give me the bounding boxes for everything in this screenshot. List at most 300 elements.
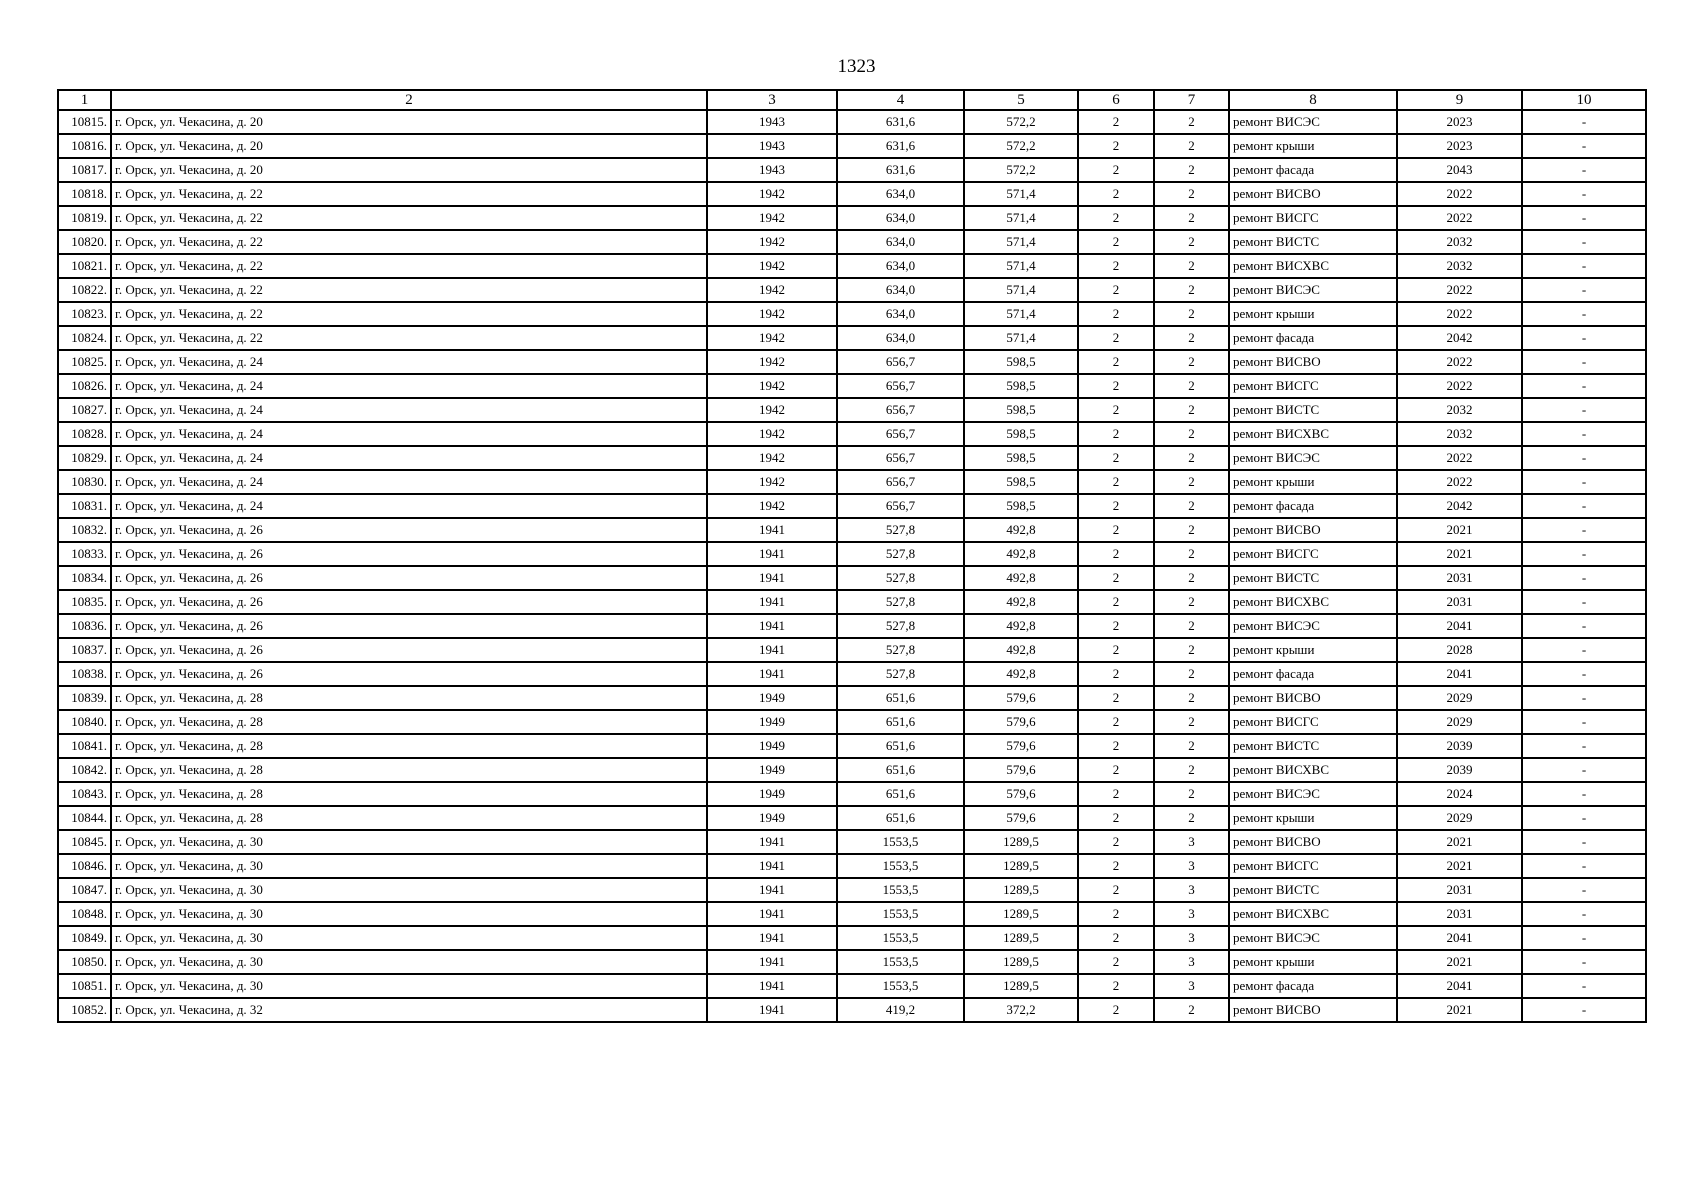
entrances-cell: 2 (1154, 806, 1229, 830)
planned-year-cell: 2032 (1397, 254, 1522, 278)
work-type-cell: ремонт крыши (1229, 950, 1397, 974)
year-cell: 1941 (707, 566, 837, 590)
entrances-cell: 3 (1154, 926, 1229, 950)
planned-year-cell: 2031 (1397, 566, 1522, 590)
work-type-cell: ремонт ВИСЭС (1229, 110, 1397, 134)
area-living-cell: 492,8 (964, 590, 1078, 614)
entrances-cell: 2 (1154, 710, 1229, 734)
area-total-cell: 651,6 (837, 710, 964, 734)
column-header: 1 (58, 90, 111, 110)
work-type-cell: ремонт ВИСЭС (1229, 278, 1397, 302)
floors-cell: 2 (1078, 110, 1154, 134)
area-total-cell: 651,6 (837, 734, 964, 758)
column-header: 3 (707, 90, 837, 110)
entrances-cell: 2 (1154, 614, 1229, 638)
table-row (58, 230, 1646, 254)
year-cell: 1943 (707, 158, 837, 182)
floors-cell: 2 (1078, 734, 1154, 758)
planned-year-cell: 2022 (1397, 182, 1522, 206)
table-row (58, 542, 1646, 566)
floors-cell: 2 (1078, 182, 1154, 206)
floors-cell: 2 (1078, 590, 1154, 614)
entrances-cell: 2 (1154, 230, 1229, 254)
year-cell: 1941 (707, 638, 837, 662)
year-cell: 1941 (707, 614, 837, 638)
row-number-cell: 10829. (58, 446, 111, 470)
table-row (58, 782, 1646, 806)
work-type-cell: ремонт ВИСВО (1229, 686, 1397, 710)
column-header: 7 (1154, 90, 1229, 110)
row-number-cell: 10826. (58, 374, 111, 398)
row-number-cell: 10849. (58, 926, 111, 950)
row-number-cell: 10834. (58, 566, 111, 590)
row-number-cell: 10815. (58, 110, 111, 134)
work-type-cell: ремонт фасада (1229, 974, 1397, 998)
address-cell: г. Орск, ул. Чекасина, д. 22 (111, 206, 707, 230)
planned-year-cell: 2023 (1397, 110, 1522, 134)
area-total-cell: 527,8 (837, 662, 964, 686)
year-cell: 1941 (707, 518, 837, 542)
work-type-cell: ремонт ВИСТС (1229, 734, 1397, 758)
address-cell: г. Орск, ул. Чекасина, д. 24 (111, 470, 707, 494)
note-cell: - (1522, 974, 1646, 998)
table-row (58, 374, 1646, 398)
area-living-cell: 572,2 (964, 110, 1078, 134)
row-number-cell: 10835. (58, 590, 111, 614)
address-cell: г. Орск, ул. Чекасина, д. 20 (111, 134, 707, 158)
year-cell: 1941 (707, 998, 837, 1022)
floors-cell: 2 (1078, 974, 1154, 998)
planned-year-cell: 2031 (1397, 878, 1522, 902)
work-type-cell: ремонт ВИСГС (1229, 710, 1397, 734)
note-cell: - (1522, 134, 1646, 158)
entrances-cell: 3 (1154, 830, 1229, 854)
year-cell: 1949 (707, 806, 837, 830)
work-type-cell: ремонт ВИСХВС (1229, 590, 1397, 614)
table-row (58, 470, 1646, 494)
note-cell: - (1522, 902, 1646, 926)
area-living-cell: 1289,5 (964, 974, 1078, 998)
floors-cell: 2 (1078, 254, 1154, 278)
floors-cell: 2 (1078, 758, 1154, 782)
address-cell: г. Орск, ул. Чекасина, д. 22 (111, 326, 707, 350)
year-cell: 1942 (707, 446, 837, 470)
address-cell: г. Орск, ул. Чекасина, д. 26 (111, 566, 707, 590)
floors-cell: 2 (1078, 350, 1154, 374)
address-cell: г. Орск, ул. Чекасина, д. 26 (111, 662, 707, 686)
area-living-cell: 492,8 (964, 662, 1078, 686)
row-number-cell: 10841. (58, 734, 111, 758)
entrances-cell: 2 (1154, 278, 1229, 302)
planned-year-cell: 2023 (1397, 134, 1522, 158)
work-type-cell: ремонт ВИСТС (1229, 230, 1397, 254)
work-type-cell: ремонт ВИСВО (1229, 830, 1397, 854)
table-row (58, 806, 1646, 830)
floors-cell: 2 (1078, 302, 1154, 326)
entrances-cell: 2 (1154, 326, 1229, 350)
planned-year-cell: 2021 (1397, 830, 1522, 854)
note-cell: - (1522, 590, 1646, 614)
column-header: 6 (1078, 90, 1154, 110)
table-row (58, 326, 1646, 350)
entrances-cell: 2 (1154, 686, 1229, 710)
planned-year-cell: 2022 (1397, 374, 1522, 398)
table-row (58, 398, 1646, 422)
note-cell: - (1522, 158, 1646, 182)
floors-cell: 2 (1078, 902, 1154, 926)
address-cell: г. Орск, ул. Чекасина, д. 30 (111, 854, 707, 878)
work-type-cell: ремонт фасада (1229, 326, 1397, 350)
area-total-cell: 651,6 (837, 806, 964, 830)
row-number-cell: 10837. (58, 638, 111, 662)
address-cell: г. Орск, ул. Чекасина, д. 24 (111, 494, 707, 518)
floors-cell: 2 (1078, 854, 1154, 878)
note-cell: - (1522, 230, 1646, 254)
table-row (58, 998, 1646, 1022)
area-living-cell: 598,5 (964, 494, 1078, 518)
address-cell: г. Орск, ул. Чекасина, д. 24 (111, 350, 707, 374)
table-body (58, 110, 1646, 1022)
row-number-cell: 10825. (58, 350, 111, 374)
note-cell: - (1522, 278, 1646, 302)
floors-cell: 2 (1078, 782, 1154, 806)
address-cell: г. Орск, ул. Чекасина, д. 20 (111, 110, 707, 134)
area-total-cell: 651,6 (837, 758, 964, 782)
area-total-cell: 634,0 (837, 230, 964, 254)
address-cell: г. Орск, ул. Чекасина, д. 22 (111, 230, 707, 254)
planned-year-cell: 2042 (1397, 494, 1522, 518)
year-cell: 1942 (707, 422, 837, 446)
floors-cell: 2 (1078, 518, 1154, 542)
column-header: 4 (837, 90, 964, 110)
work-type-cell: ремонт ВИСЭС (1229, 782, 1397, 806)
entrances-cell: 2 (1154, 662, 1229, 686)
work-type-cell: ремонт фасада (1229, 662, 1397, 686)
table-row (58, 902, 1646, 926)
row-number-cell: 10827. (58, 398, 111, 422)
work-type-cell: ремонт ВИСВО (1229, 350, 1397, 374)
planned-year-cell: 2022 (1397, 446, 1522, 470)
year-cell: 1949 (707, 758, 837, 782)
area-total-cell: 631,6 (837, 110, 964, 134)
area-living-cell: 571,4 (964, 278, 1078, 302)
row-number-cell: 10830. (58, 470, 111, 494)
area-total-cell: 1553,5 (837, 830, 964, 854)
work-type-cell: ремонт ВИСХВС (1229, 902, 1397, 926)
address-cell: г. Орск, ул. Чекасина, д. 26 (111, 590, 707, 614)
year-cell: 1941 (707, 854, 837, 878)
year-cell: 1941 (707, 830, 837, 854)
address-cell: г. Орск, ул. Чекасина, д. 22 (111, 302, 707, 326)
work-type-cell: ремонт ВИСЭС (1229, 446, 1397, 470)
work-type-cell: ремонт фасада (1229, 494, 1397, 518)
row-number-cell: 10823. (58, 302, 111, 326)
entrances-cell: 2 (1154, 494, 1229, 518)
area-living-cell: 1289,5 (964, 926, 1078, 950)
address-cell: г. Орск, ул. Чекасина, д. 24 (111, 422, 707, 446)
note-cell: - (1522, 926, 1646, 950)
entrances-cell: 2 (1154, 734, 1229, 758)
table-row (58, 878, 1646, 902)
entrances-cell: 3 (1154, 950, 1229, 974)
table-row (58, 710, 1646, 734)
entrances-cell: 2 (1154, 134, 1229, 158)
note-cell: - (1522, 470, 1646, 494)
area-total-cell: 651,6 (837, 686, 964, 710)
table-row (58, 134, 1646, 158)
row-number-cell: 10832. (58, 518, 111, 542)
year-cell: 1943 (707, 134, 837, 158)
work-type-cell: ремонт крыши (1229, 134, 1397, 158)
entrances-cell: 2 (1154, 638, 1229, 662)
planned-year-cell: 2029 (1397, 686, 1522, 710)
floors-cell: 2 (1078, 446, 1154, 470)
area-living-cell: 572,2 (964, 134, 1078, 158)
planned-year-cell: 2032 (1397, 422, 1522, 446)
area-living-cell: 598,5 (964, 422, 1078, 446)
floors-cell: 2 (1078, 134, 1154, 158)
year-cell: 1941 (707, 974, 837, 998)
address-cell: г. Орск, ул. Чекасина, д. 30 (111, 902, 707, 926)
note-cell: - (1522, 998, 1646, 1022)
floors-cell: 2 (1078, 662, 1154, 686)
page-number: 1323 (837, 56, 876, 77)
year-cell: 1942 (707, 206, 837, 230)
row-number-cell: 10836. (58, 614, 111, 638)
planned-year-cell: 2039 (1397, 758, 1522, 782)
entrances-cell: 2 (1154, 302, 1229, 326)
table-row (58, 590, 1646, 614)
address-cell: г. Орск, ул. Чекасина, д. 26 (111, 638, 707, 662)
table-row (58, 758, 1646, 782)
year-cell: 1949 (707, 782, 837, 806)
planned-year-cell: 2022 (1397, 302, 1522, 326)
note-cell: - (1522, 950, 1646, 974)
table-row (58, 566, 1646, 590)
planned-year-cell: 2022 (1397, 278, 1522, 302)
planned-year-cell: 2032 (1397, 398, 1522, 422)
note-cell: - (1522, 734, 1646, 758)
area-living-cell: 579,6 (964, 806, 1078, 830)
entrances-cell: 2 (1154, 782, 1229, 806)
work-type-cell: ремонт ВИСТС (1229, 878, 1397, 902)
year-cell: 1942 (707, 326, 837, 350)
note-cell: - (1522, 686, 1646, 710)
floors-cell: 2 (1078, 830, 1154, 854)
planned-year-cell: 2041 (1397, 974, 1522, 998)
column-header: 9 (1397, 90, 1522, 110)
floors-cell: 2 (1078, 542, 1154, 566)
entrances-cell: 3 (1154, 902, 1229, 926)
row-number-cell: 10852. (58, 998, 111, 1022)
planned-year-cell: 2031 (1397, 590, 1522, 614)
planned-year-cell: 2022 (1397, 350, 1522, 374)
column-header: 10 (1522, 90, 1646, 110)
area-total-cell: 656,7 (837, 422, 964, 446)
address-cell: г. Орск, ул. Чекасина, д. 30 (111, 878, 707, 902)
table-row (58, 254, 1646, 278)
planned-year-cell: 2022 (1397, 470, 1522, 494)
year-cell: 1949 (707, 710, 837, 734)
note-cell: - (1522, 326, 1646, 350)
row-number-cell: 10822. (58, 278, 111, 302)
address-cell: г. Орск, ул. Чекасина, д. 28 (111, 734, 707, 758)
area-total-cell: 527,8 (837, 542, 964, 566)
address-cell: г. Орск, ул. Чекасина, д. 22 (111, 254, 707, 278)
year-cell: 1942 (707, 398, 837, 422)
note-cell: - (1522, 830, 1646, 854)
note-cell: - (1522, 542, 1646, 566)
area-living-cell: 579,6 (964, 758, 1078, 782)
work-type-cell: ремонт ВИСВО (1229, 518, 1397, 542)
table-row (58, 614, 1646, 638)
area-total-cell: 631,6 (837, 134, 964, 158)
address-cell: г. Орск, ул. Чекасина, д. 32 (111, 998, 707, 1022)
year-cell: 1941 (707, 950, 837, 974)
planned-year-cell: 2029 (1397, 710, 1522, 734)
floors-cell: 2 (1078, 326, 1154, 350)
address-cell: г. Орск, ул. Чекасина, д. 28 (111, 686, 707, 710)
address-cell: г. Орск, ул. Чекасина, д. 30 (111, 950, 707, 974)
area-living-cell: 571,4 (964, 206, 1078, 230)
area-living-cell: 598,5 (964, 470, 1078, 494)
planned-year-cell: 2021 (1397, 542, 1522, 566)
year-cell: 1942 (707, 254, 837, 278)
area-total-cell: 1553,5 (837, 926, 964, 950)
work-type-cell: ремонт ВИСВО (1229, 182, 1397, 206)
row-number-cell: 10821. (58, 254, 111, 278)
year-cell: 1941 (707, 902, 837, 926)
floors-cell: 2 (1078, 230, 1154, 254)
area-total-cell: 634,0 (837, 278, 964, 302)
area-living-cell: 1289,5 (964, 878, 1078, 902)
note-cell: - (1522, 614, 1646, 638)
area-total-cell: 656,7 (837, 350, 964, 374)
floors-cell: 2 (1078, 998, 1154, 1022)
area-total-cell: 634,0 (837, 206, 964, 230)
year-cell: 1949 (707, 686, 837, 710)
register-table (57, 89, 1647, 1023)
address-cell: г. Орск, ул. Чекасина, д. 28 (111, 806, 707, 830)
planned-year-cell: 2021 (1397, 518, 1522, 542)
floors-cell: 2 (1078, 878, 1154, 902)
planned-year-cell: 2041 (1397, 662, 1522, 686)
table-row (58, 494, 1646, 518)
note-cell: - (1522, 254, 1646, 278)
row-number-cell: 10844. (58, 806, 111, 830)
note-cell: - (1522, 782, 1646, 806)
floors-cell: 2 (1078, 494, 1154, 518)
area-living-cell: 598,5 (964, 374, 1078, 398)
note-cell: - (1522, 206, 1646, 230)
planned-year-cell: 2032 (1397, 230, 1522, 254)
entrances-cell: 2 (1154, 350, 1229, 374)
entrances-cell: 2 (1154, 446, 1229, 470)
entrances-cell: 2 (1154, 470, 1229, 494)
row-number-cell: 10828. (58, 422, 111, 446)
area-total-cell: 634,0 (837, 254, 964, 278)
floors-cell: 2 (1078, 422, 1154, 446)
year-cell: 1942 (707, 182, 837, 206)
area-living-cell: 571,4 (964, 326, 1078, 350)
planned-year-cell: 2031 (1397, 902, 1522, 926)
table-row (58, 206, 1646, 230)
entrances-cell: 2 (1154, 374, 1229, 398)
year-cell: 1941 (707, 926, 837, 950)
year-cell: 1942 (707, 230, 837, 254)
floors-cell: 2 (1078, 806, 1154, 830)
address-cell: г. Орск, ул. Чекасина, д. 26 (111, 518, 707, 542)
work-type-cell: ремонт ВИСВО (1229, 998, 1397, 1022)
area-total-cell: 634,0 (837, 302, 964, 326)
note-cell: - (1522, 350, 1646, 374)
address-cell: г. Орск, ул. Чекасина, д. 28 (111, 710, 707, 734)
floors-cell: 2 (1078, 614, 1154, 638)
work-type-cell: ремонт ВИСГС (1229, 374, 1397, 398)
floors-cell: 2 (1078, 374, 1154, 398)
work-type-cell: ремонт фасада (1229, 158, 1397, 182)
floors-cell: 2 (1078, 638, 1154, 662)
entrances-cell: 2 (1154, 398, 1229, 422)
note-cell: - (1522, 494, 1646, 518)
address-cell: г. Орск, ул. Чекасина, д. 24 (111, 446, 707, 470)
planned-year-cell: 2041 (1397, 926, 1522, 950)
row-number-cell: 10848. (58, 902, 111, 926)
table-row (58, 182, 1646, 206)
entrances-cell: 2 (1154, 206, 1229, 230)
column-header: 5 (964, 90, 1078, 110)
table-row (58, 278, 1646, 302)
row-number-cell: 10831. (58, 494, 111, 518)
header-row (58, 90, 1646, 110)
area-living-cell: 579,6 (964, 710, 1078, 734)
note-cell: - (1522, 422, 1646, 446)
area-living-cell: 579,6 (964, 782, 1078, 806)
note-cell: - (1522, 566, 1646, 590)
entrances-cell: 2 (1154, 422, 1229, 446)
work-type-cell: ремонт крыши (1229, 302, 1397, 326)
work-type-cell: ремонт крыши (1229, 638, 1397, 662)
row-number-cell: 10816. (58, 134, 111, 158)
year-cell: 1941 (707, 662, 837, 686)
table-row (58, 158, 1646, 182)
row-number-cell: 10838. (58, 662, 111, 686)
entrances-cell: 2 (1154, 110, 1229, 134)
entrances-cell: 3 (1154, 854, 1229, 878)
work-type-cell: ремонт ВИСХВС (1229, 758, 1397, 782)
year-cell: 1942 (707, 470, 837, 494)
work-type-cell: ремонт ВИСЭС (1229, 614, 1397, 638)
floors-cell: 2 (1078, 686, 1154, 710)
planned-year-cell: 2021 (1397, 950, 1522, 974)
year-cell: 1942 (707, 374, 837, 398)
area-living-cell: 572,2 (964, 158, 1078, 182)
entrances-cell: 2 (1154, 254, 1229, 278)
area-total-cell: 1553,5 (837, 974, 964, 998)
work-type-cell: ремонт ВИСГС (1229, 854, 1397, 878)
area-living-cell: 1289,5 (964, 950, 1078, 974)
work-type-cell: ремонт ВИСГС (1229, 206, 1397, 230)
table-row (58, 734, 1646, 758)
area-total-cell: 656,7 (837, 470, 964, 494)
year-cell: 1942 (707, 494, 837, 518)
note-cell: - (1522, 638, 1646, 662)
note-cell: - (1522, 374, 1646, 398)
area-living-cell: 1289,5 (964, 830, 1078, 854)
table-row (58, 110, 1646, 134)
table-row (58, 662, 1646, 686)
planned-year-cell: 2041 (1397, 614, 1522, 638)
